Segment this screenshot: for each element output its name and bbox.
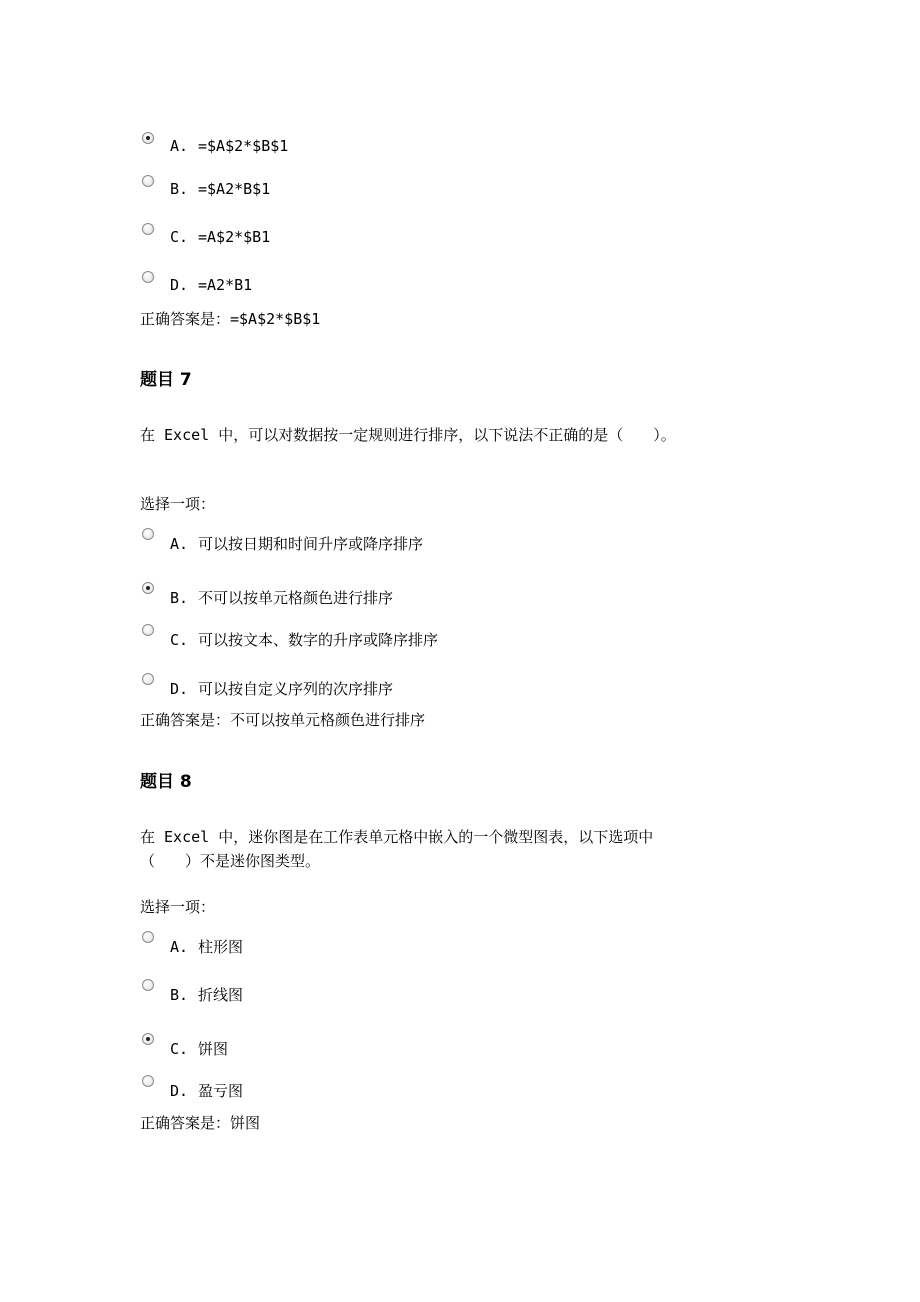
q8-prompt: 选择一项：	[140, 898, 216, 916]
q8-option-c: C. 饼图	[170, 1040, 229, 1058]
q7-option-c: C. 可以按文本、数字的升序或降序排序	[170, 631, 439, 649]
q8-radio-d[interactable]	[142, 1075, 154, 1087]
q8-option-b: B. 折线图	[170, 986, 244, 1004]
q6-option-d: D. =A2*B1	[170, 276, 253, 294]
q7-option-b: B. 不可以按单元格颜色进行排序	[170, 589, 394, 607]
q6-radio-c[interactable]	[142, 223, 154, 235]
q8-correct-answer: 正确答案是：饼图	[140, 1114, 261, 1132]
q7-option-a: A. 可以按日期和时间升序或降序排序	[170, 535, 424, 553]
q6-radio-b[interactable]	[142, 175, 154, 187]
q6-option-b: B. =$A2*B$1	[170, 180, 271, 198]
q6-radio-d[interactable]	[142, 271, 154, 283]
q7-correct-answer: 正确答案是：不可以按单元格颜色进行排序	[140, 711, 426, 729]
q7-title: 题目 7	[140, 370, 192, 390]
q7-radio-b[interactable]	[142, 582, 154, 594]
q8-title: 题目 8	[140, 772, 192, 792]
q7-radio-d[interactable]	[142, 673, 154, 685]
q7-radio-a[interactable]	[142, 528, 154, 540]
q7-radio-c[interactable]	[142, 624, 154, 636]
q7-prompt: 选择一项：	[140, 495, 216, 513]
q8-question-line1: 在 Excel 中，迷你图是在工作表单元格中嵌入的一个微型图表，以下选项中	[140, 828, 654, 846]
q6-option-a: A. =$A$2*$B$1	[170, 137, 289, 155]
q7-option-d: D. 可以按自定义序列的次序排序	[170, 680, 394, 698]
q8-question-line2: （ ）不是迷你图类型。	[140, 852, 321, 870]
q7-question: 在 Excel 中，可以对数据按一定规则进行排序，以下说法不正确的是（ ）。	[140, 426, 676, 444]
q8-radio-b[interactable]	[142, 979, 154, 991]
q8-radio-c[interactable]	[142, 1033, 154, 1045]
q8-option-a: A. 柱形图	[170, 938, 244, 956]
q6-correct-answer: 正确答案是：=$A$2*$B$1	[140, 310, 321, 328]
q6-radio-a[interactable]	[142, 132, 154, 144]
q8-radio-a[interactable]	[142, 931, 154, 943]
q6-option-c: C. =A$2*$B1	[170, 228, 271, 246]
q8-option-d: D. 盈亏图	[170, 1082, 244, 1100]
